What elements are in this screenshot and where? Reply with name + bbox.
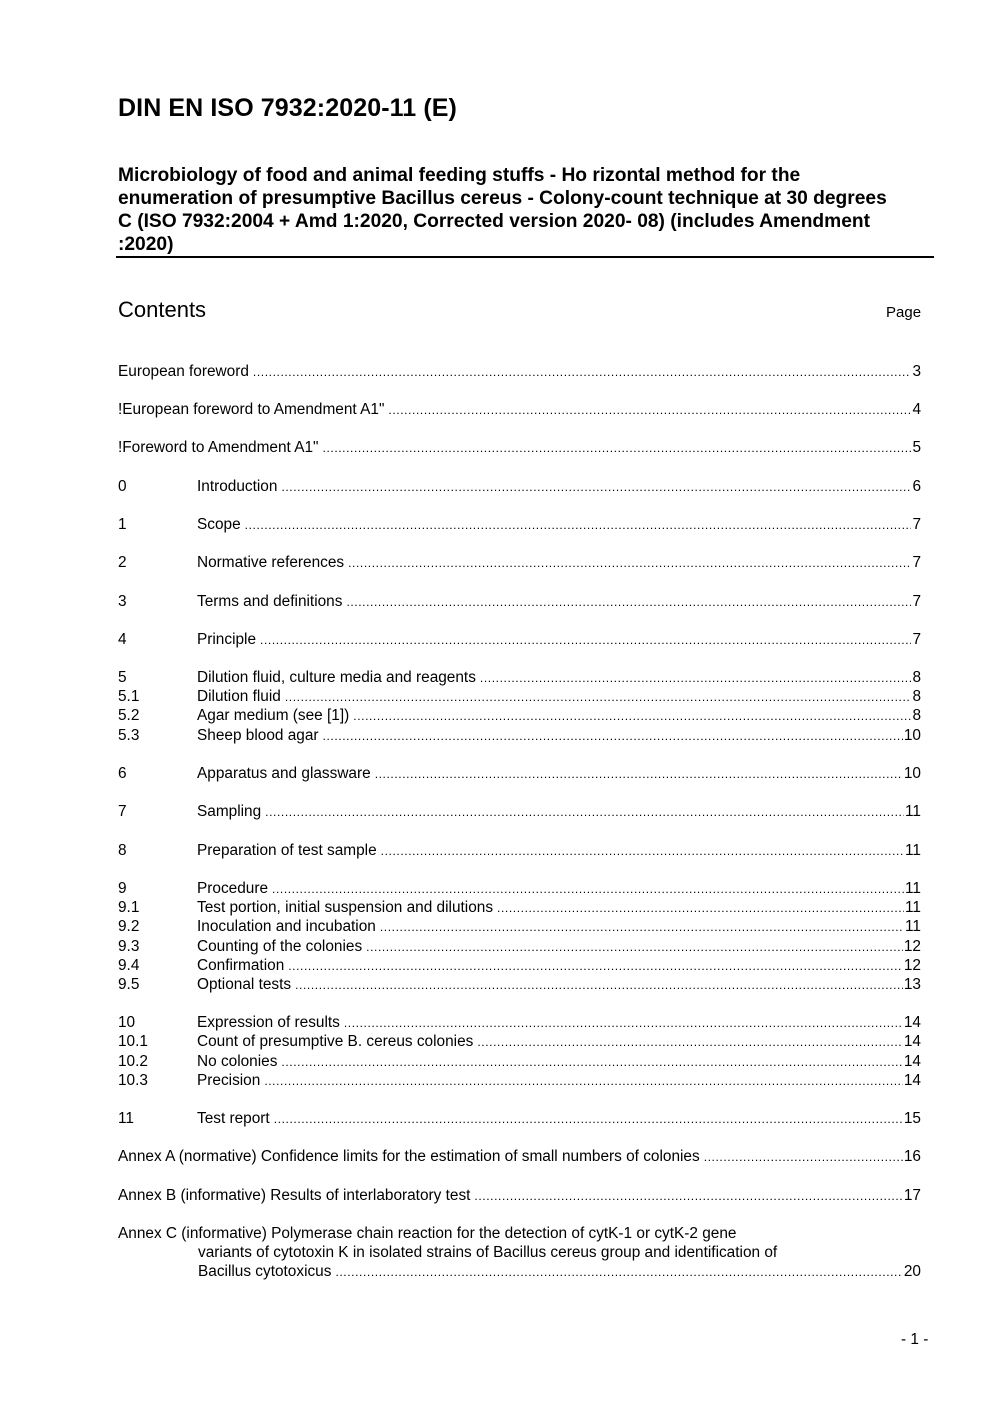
toc-entry-page: 15 — [903, 1110, 921, 1127]
toc-leader — [388, 400, 911, 420]
toc-entry-title: Apparatus and glassware — [197, 765, 371, 782]
toc-entry[interactable] — [118, 879, 921, 899]
toc-annex-b[interactable] — [118, 1186, 921, 1206]
toc-entry[interactable] — [118, 802, 921, 822]
toc-leader — [346, 592, 911, 612]
toc-entry-page: 17 — [903, 1187, 921, 1204]
toc-entry-page: 7 — [912, 631, 921, 648]
toc-entry[interactable] — [118, 592, 921, 612]
toc-entry-title: Scope — [197, 516, 241, 533]
toc-leader — [253, 362, 912, 382]
toc-entry-title: Dilution fluid, culture media and reagents — [197, 669, 476, 686]
toc-entry[interactable] — [118, 438, 921, 458]
toc-entry-title: Count of presumptive B. cereus colonies — [197, 1033, 474, 1050]
toc-entry-title: Precision — [197, 1072, 261, 1089]
toc-entry-number: 9.4 — [118, 957, 140, 974]
toc-entry-title: Test report — [197, 1110, 270, 1127]
toc-leader — [381, 841, 904, 861]
toc-entry-title: Normative references — [197, 554, 345, 571]
toc-entry-title: Introduction — [197, 478, 278, 495]
toc-entry[interactable] — [118, 726, 921, 746]
toc-entry[interactable] — [118, 764, 921, 784]
toc-entry[interactable] — [118, 515, 921, 535]
toc-leader — [480, 668, 912, 688]
toc-entry-number: 9 — [118, 880, 127, 897]
toc-leader — [281, 477, 911, 497]
toc-entry[interactable] — [118, 1052, 921, 1072]
toc-entry-title: Confirmation — [197, 957, 285, 974]
toc-entry-page: 10 — [903, 727, 921, 744]
toc-entry-number: 6 — [118, 765, 127, 782]
toc-leader — [335, 1262, 902, 1282]
toc-entry-page: 6 — [912, 478, 921, 495]
toc-entry-page: 4 — [912, 401, 921, 418]
toc-entry-page: 3 — [912, 363, 921, 380]
toc-entry-last-line — [198, 1262, 921, 1282]
toc-entry-number: 2 — [118, 554, 127, 571]
toc-entry-page: 7 — [912, 516, 921, 533]
document-subtitle — [118, 164, 930, 256]
toc-entry-title: Principle — [197, 631, 257, 648]
subtitle-line: C (ISO 7932:2004 + Amd 1:2020, Corrected version 2020- 08) (includes Amendment — [118, 211, 870, 232]
toc-entry[interactable] — [118, 706, 921, 726]
toc-entry[interactable] — [118, 898, 921, 918]
toc-entry-page: 12 — [903, 957, 921, 974]
page-number: - 1 - — [901, 1331, 929, 1348]
title-divider — [116, 256, 934, 258]
document-title: DIN EN ISO 7932:2020-11 (E) — [118, 94, 457, 122]
toc-entry[interactable] — [118, 937, 921, 957]
toc-leader — [245, 515, 912, 535]
toc-entry-number: 9.1 — [118, 899, 140, 916]
toc-entry-page: 14 — [903, 1033, 921, 1050]
toc-leader — [323, 438, 912, 458]
toc-entry-title: Annex A (normative) Confidence limits for the estimation of small numbers of colonies — [118, 1148, 700, 1165]
toc-leader — [344, 1013, 903, 1033]
toc-leader — [264, 1071, 903, 1091]
toc-entry-page: 7 — [912, 593, 921, 610]
contents-heading: Contents — [118, 297, 207, 322]
toc-leader — [704, 1147, 903, 1167]
toc-leader — [353, 706, 911, 726]
toc-entry-page: 8 — [912, 669, 921, 686]
toc-entry-page: 10 — [903, 765, 921, 782]
subtitle-line: Microbiology of food and animal feeding stuffs - Ho rizontal method for the — [118, 165, 801, 186]
toc-entry[interactable] — [118, 400, 921, 420]
toc-annex-a[interactable] — [118, 1147, 921, 1167]
toc-entry-title-end: Bacillus cytotoxicus — [198, 1263, 332, 1280]
toc-leader — [281, 1052, 902, 1072]
toc-entry-number: 10.3 — [118, 1072, 148, 1089]
toc-entry-number: 5.1 — [118, 688, 140, 705]
toc-entry-number: 0 — [118, 478, 127, 495]
toc-entry-page: 12 — [903, 938, 921, 955]
toc-entry-number: 5.2 — [118, 707, 140, 724]
toc-entry-title: Procedure — [197, 880, 269, 897]
toc-leader — [295, 975, 903, 995]
toc-leader — [348, 553, 911, 573]
toc-entry-page: 11 — [905, 880, 921, 897]
toc-entry-title-continued: variants of cytotoxin K in isolated strains of Bacillus cereus group and identification of — [198, 1244, 778, 1261]
toc-entry-title: European foreword — [118, 363, 249, 380]
toc-entry-number: 11 — [118, 1110, 134, 1127]
toc-entry-page: 20 — [903, 1263, 921, 1280]
toc-entry[interactable] — [118, 841, 921, 861]
toc-entry-title: Agar medium (see [1]) — [197, 707, 350, 724]
toc-entry-number: 9.5 — [118, 976, 140, 993]
toc-entry-page: 11 — [905, 803, 921, 820]
toc-entry[interactable] — [118, 956, 921, 976]
toc-entry[interactable] — [118, 1032, 921, 1052]
toc-entry-title: Preparation of test sample — [197, 842, 377, 859]
toc-entry-page: 8 — [912, 688, 921, 705]
toc-leader — [285, 687, 912, 707]
toc-entry-number: 5 — [118, 669, 127, 686]
toc-entry-number: 10.2 — [118, 1053, 148, 1070]
toc-entry-title: Expression of results — [197, 1014, 340, 1031]
toc-entry[interactable] — [118, 917, 921, 937]
toc-entry[interactable] — [118, 687, 921, 707]
toc-entry[interactable] — [118, 362, 921, 382]
toc-entry[interactable] — [118, 630, 921, 650]
toc-entry-page: 11 — [905, 899, 921, 916]
toc-entry-title: Counting of the colonies — [197, 938, 363, 955]
toc-entry-page: 14 — [903, 1072, 921, 1089]
toc-entry-title: Test portion, initial suspension and dilutions — [197, 899, 494, 916]
page-column-label: Page — [886, 304, 922, 321]
toc-leader — [380, 917, 904, 937]
toc-entry[interactable] — [118, 668, 921, 688]
toc-leader — [265, 802, 904, 822]
toc-entry-number: 5.3 — [118, 727, 140, 744]
toc-entry[interactable] — [118, 477, 921, 497]
toc-leader — [288, 956, 903, 976]
toc-entry[interactable] — [118, 1109, 921, 1129]
toc-entry-title: Sheep blood agar — [197, 727, 319, 744]
toc-entry-page: 5 — [912, 439, 921, 456]
toc-entry-title: Annex C (informative) Polymerase chain reaction for the detection of cytK-1 or cytK-2 gene — [118, 1225, 737, 1242]
toc-entry-title: Annex B (informative) Results of interlaboratory test — [118, 1187, 471, 1204]
toc-entry-number: 9.3 — [118, 938, 140, 955]
toc-entry-page: 16 — [903, 1148, 921, 1165]
toc-entry-number: 4 — [118, 631, 127, 648]
toc-entry-page: 11 — [905, 842, 921, 859]
toc-entry-number: 9.2 — [118, 918, 140, 935]
toc-leader — [366, 937, 903, 957]
toc-entry-page: 14 — [903, 1014, 921, 1031]
toc-leader — [474, 1186, 902, 1206]
toc-entry-page: 11 — [905, 918, 921, 935]
toc-entry-title: !European foreword to Amendment A1" — [118, 401, 385, 418]
toc-entry-title: !Foreword to Amendment A1" — [118, 439, 319, 456]
toc-entry-title: Optional tests — [197, 976, 292, 993]
toc-entry[interactable] — [118, 975, 921, 995]
toc-entry[interactable] — [118, 553, 921, 573]
toc-leader — [323, 726, 903, 746]
toc-entry-title: Inoculation and incubation — [197, 918, 376, 935]
toc-leader — [274, 1109, 903, 1129]
toc-entry-number: 8 — [118, 842, 127, 859]
toc-entry-number: 10.1 — [118, 1033, 148, 1050]
toc-entry[interactable] — [118, 1071, 921, 1091]
toc-entry-number: 10 — [118, 1014, 136, 1031]
toc-entry-title: Terms and definitions — [197, 593, 343, 610]
toc-leader — [477, 1032, 903, 1052]
toc-entry-title: Dilution fluid — [197, 688, 281, 705]
toc-entry-title: Sampling — [197, 803, 262, 820]
toc-entry-page: 8 — [912, 707, 921, 724]
toc-leader — [272, 879, 904, 899]
toc-entry-title: No colonies — [197, 1053, 278, 1070]
toc-leader — [260, 630, 911, 650]
toc-entry-number: 3 — [118, 593, 127, 610]
toc-entry-number: 1 — [118, 516, 127, 533]
subtitle-line: :2020) — [118, 234, 174, 255]
toc-entry-page: 13 — [903, 976, 921, 993]
toc-leader — [497, 898, 904, 918]
subtitle-line: enumeration of presumptive Bacillus cereus - Colony-count technique at 30 degrees — [118, 188, 887, 209]
toc-entry-page: 7 — [912, 554, 921, 571]
toc-entry-number: 7 — [118, 803, 127, 820]
toc-entry[interactable] — [118, 1013, 921, 1033]
toc-leader — [375, 764, 903, 784]
toc-entry-page: 14 — [903, 1053, 921, 1070]
